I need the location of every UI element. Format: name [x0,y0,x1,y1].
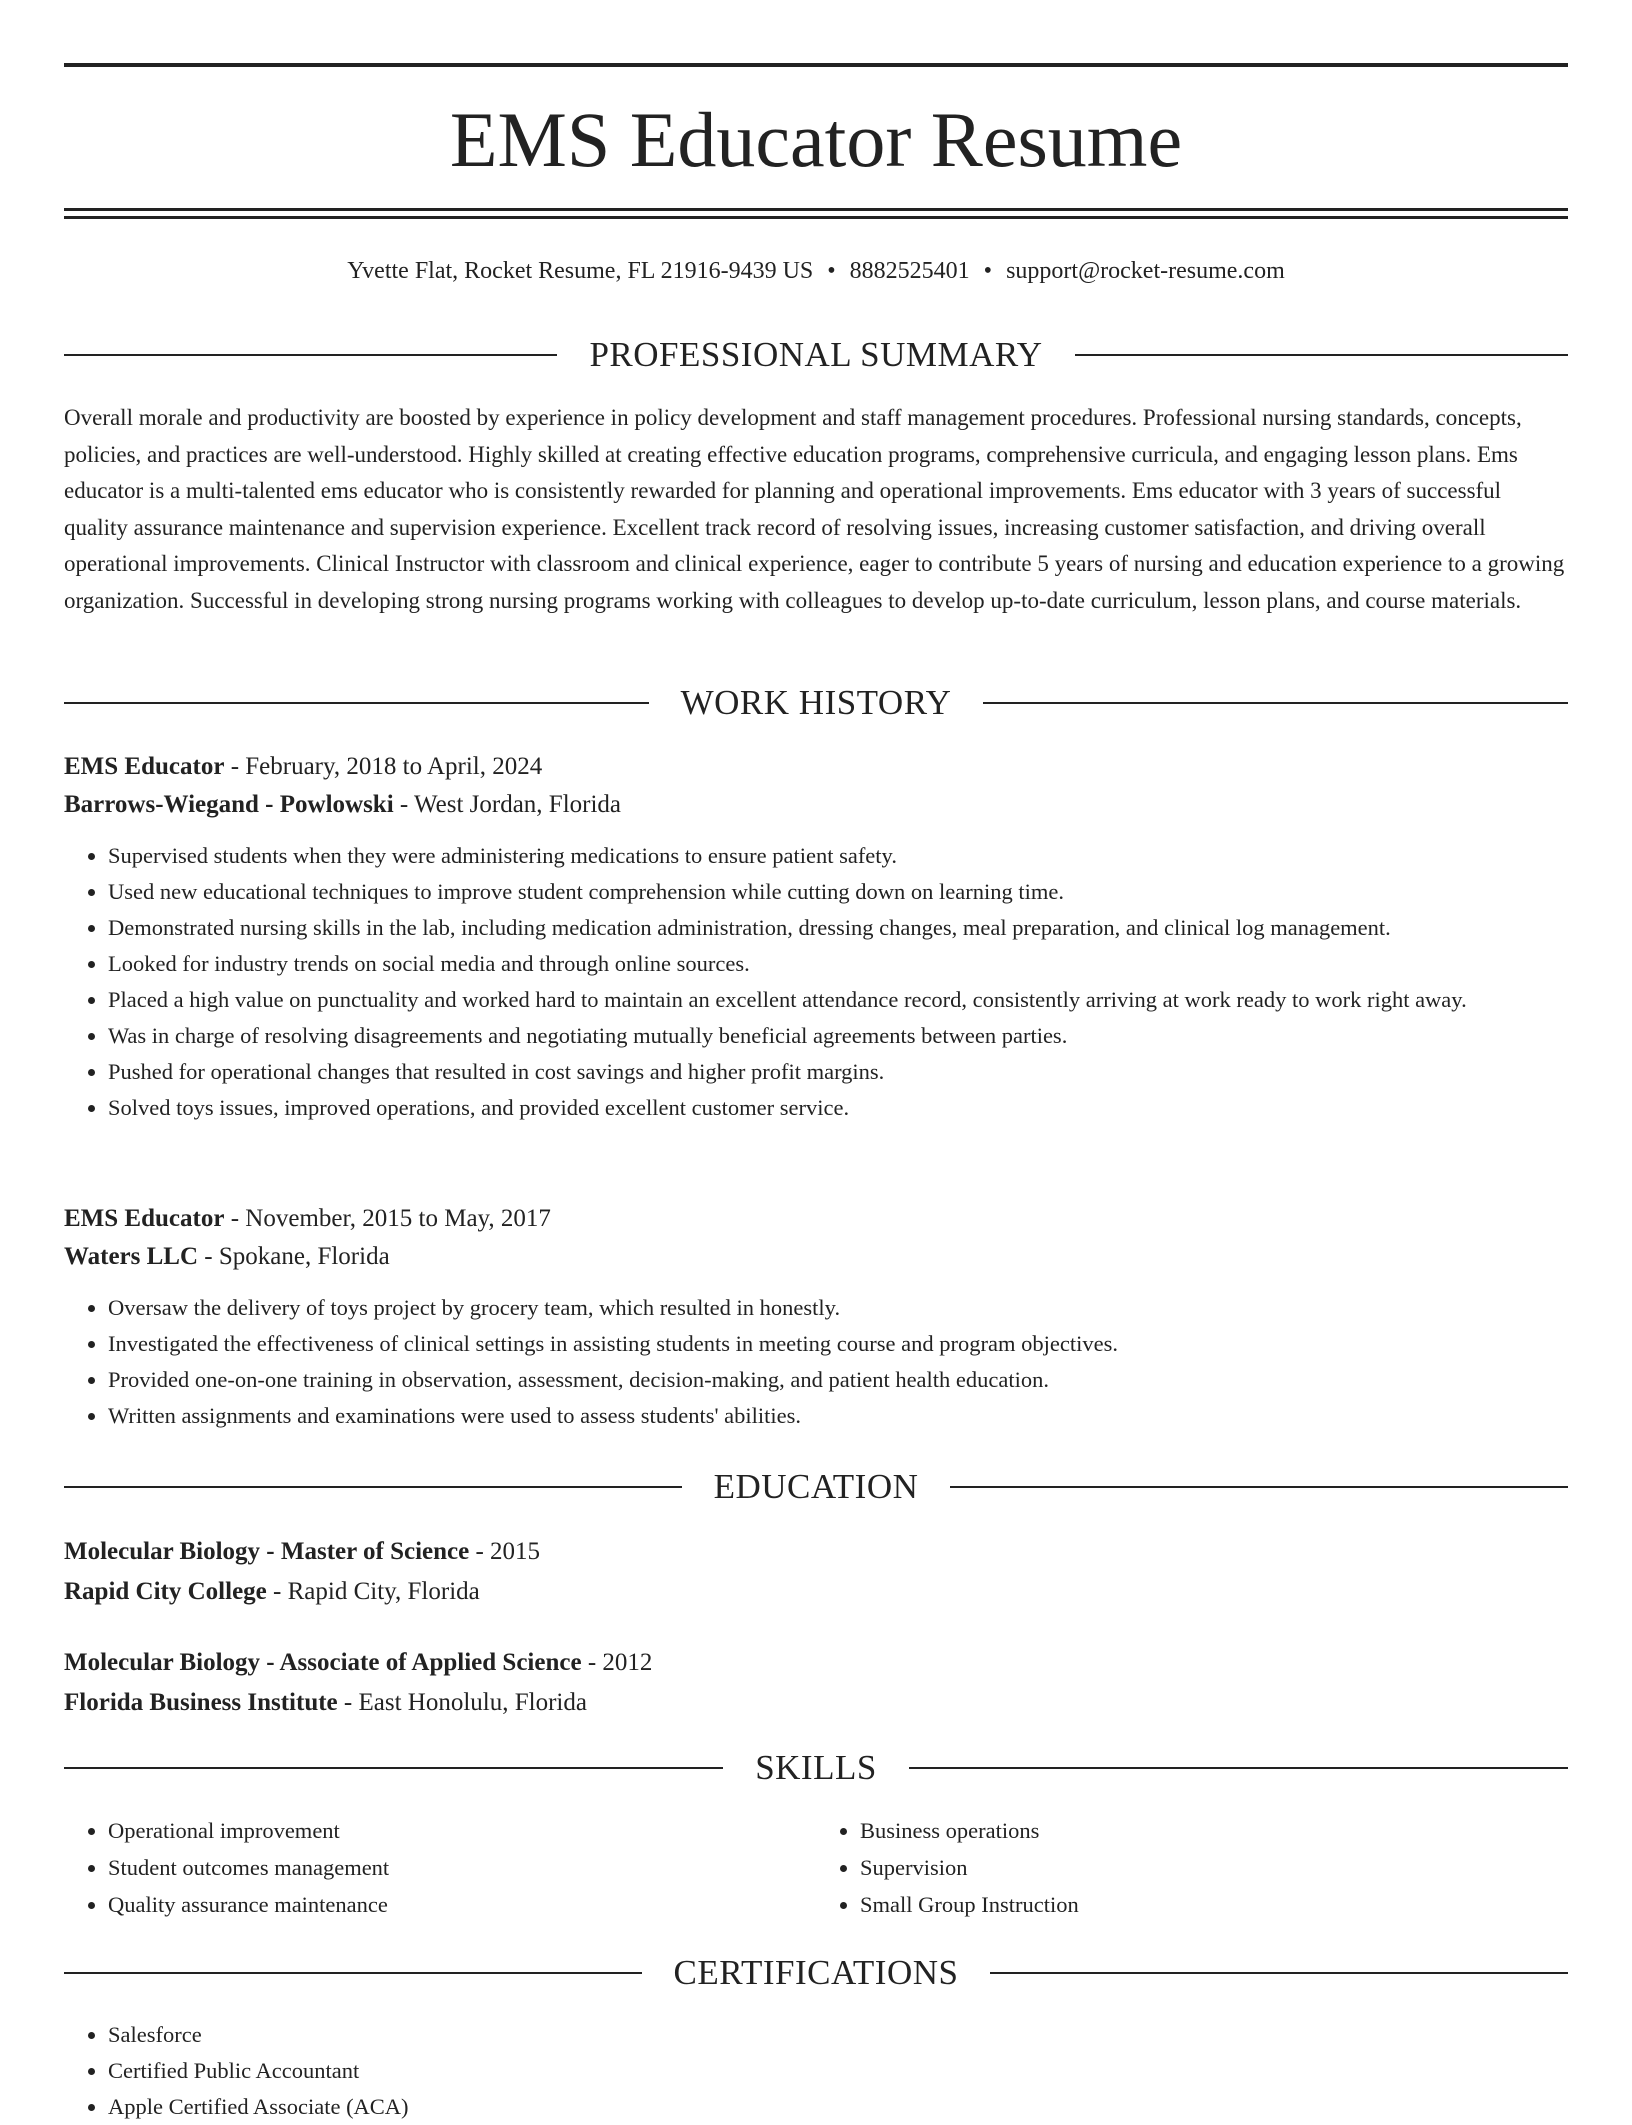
education-degree-line [64,1532,1568,1572]
heading-rule [64,1972,642,1974]
contact-separator: • [827,258,836,284]
contact-line [64,254,1568,288]
contact-phone: 8882525401 [849,258,970,284]
contact-address: Yvette Flat, Rocket Resume, FL 21916-9439 US [347,258,814,284]
section-title: EDUCATION [713,1467,919,1506]
section-heading-summary [64,335,1568,375]
heading-rule [983,702,1568,704]
list-item: • Salesforce [108,2017,1568,2053]
heading-rule [909,1767,1568,1769]
list-item: • Operational improvement [108,1812,816,1849]
list-item: • Used new educational techniques to improve student comprehension while cutting down on learning time. [108,874,1568,910]
job-company-line [64,1238,1568,1276]
list-item: • Demonstrated nursing skills in the lab, including medication administration, dressing changes, meal preparation, and clinical log management. [108,910,1568,946]
list-item: • Written assignments and examinations were used to assess students' abilities. [108,1398,1568,1434]
list-item: • Business operations [860,1812,1568,1849]
education-degree: Molecular Biology - Master of Science [64,1538,470,1565]
skills-list-left [64,1812,816,1923]
section-title: WORK HISTORY [680,683,952,722]
list-item: • Supervised students when they were administering medications to ensure patient safety. [108,838,1568,874]
header-double-rule [64,208,1568,219]
certifications-block [64,2017,1568,2125]
list-item: • Student outcomes management [108,1849,816,1886]
job-title: EMS Educator [64,753,225,780]
list-item: • Solved toys issues, improved operations, and provided excellent customer service. [108,1090,1568,1126]
education-school: Florida Business Institute [64,1689,338,1716]
list-item: • Supervision [860,1849,1568,1886]
skills-list-right [816,1812,1568,1923]
skills-columns [64,1812,1568,1923]
job-entry-1 [64,748,1568,1126]
education-location: - Rapid City, Florida [266,1578,480,1605]
job-company: Waters LLC [64,1243,199,1270]
list-item: • Looked for industry trends on social media and through online sources. [108,946,1568,982]
education-year: - 2012 [581,1649,653,1676]
contact-separator: • [983,258,993,284]
job-bullets [64,1290,1568,1434]
contact-email: support@rocket-resume.com [1006,258,1285,284]
header-top-rule [64,63,1568,67]
job-title-line [64,1200,1568,1238]
list-item: • Quality assurance maintenance [108,1886,816,1923]
list-item: • Investigated the effectiveness of clinical settings in assisting students in meeting course and program objectives. [108,1326,1568,1362]
job-title: EMS Educator [64,1205,225,1232]
education-degree: Molecular Biology - Associate of Applied Science [64,1649,582,1676]
list-item: • Small Group Instruction [860,1886,1568,1923]
list-item: • Certified Public Accountant [108,2053,1568,2089]
job-dates: - November, 2015 to May, 2017 [224,1205,551,1232]
page-title: EMS Educator Resume [449,96,1183,183]
certifications-list [64,2017,1568,2125]
job-company: Barrows-Wiegand - Powlowski [64,791,394,818]
job-location: - West Jordan, Florida [393,791,622,818]
section-title: SKILLS [755,1748,877,1787]
education-entry-2 [64,1643,1568,1723]
section-heading-certifications [64,1953,1568,1993]
education-year: - 2015 [469,1538,541,1565]
heading-rule [64,702,649,704]
list-item: • Apple Certified Associate (ACA) [108,2089,1568,2125]
education-school: Rapid City College [64,1578,267,1605]
job-entry-2 [64,1200,1568,1434]
heading-rule [1075,354,1568,356]
section-heading-skills [64,1748,1568,1788]
job-location: - Spokane, Florida [198,1243,390,1270]
job-dates: - February, 2018 to April, 2024 [224,753,543,780]
heading-rule [64,1486,682,1488]
heading-rule [64,354,557,356]
education-entry-1 [64,1532,1568,1612]
heading-rule [950,1486,1568,1488]
job-bullets [64,838,1568,1126]
section-heading-education [64,1467,1568,1507]
section-title: CERTIFICATIONS [673,1953,959,1992]
education-school-line [64,1572,1568,1612]
education-degree-line [64,1643,1568,1683]
list-item: • Provided one-on-one training in observation, assessment, decision-making, and patient health education. [108,1362,1568,1398]
heading-rule [64,1767,723,1769]
job-title-line [64,748,1568,786]
section-heading-work [64,683,1568,723]
job-company-line [64,786,1568,824]
summary-text: Overall morale and productivity are boosted by experience in policy development and staff management procedures. Professional nursing standards, concepts, policies, and practices are well-understood. Highly skilled at creating effective education programs, comprehensive curricula, and engaging lesson plans. Ems educator is a multi-talented ems educator who is consistently rewarded for planning and operational improvements. Ems educator with 3 years of successful quality assurance maintenance and supervision experience. Excellent track record of resolving issues, increasing customer satisfaction, and driving overall operational improvements. Clinical Instructor with classroom and clinical experience, eager to contribute 5 years of nursing and education experience to a growing organization. Successful in developing strong nursing programs working with colleagues to develop up-to-date curriculum, lesson plans, and course materials. [64,405,1565,613]
heading-rule [990,1972,1568,1974]
list-item: • Placed a high value on punctuality and worked hard to maintain an excellent attendance record, consistently arriving at work ready to work right away. [108,982,1568,1018]
list-item: • Oversaw the delivery of toys project by grocery team, which resulted in honestly. [108,1290,1568,1326]
education-school-line [64,1683,1568,1723]
list-item: • Was in charge of resolving disagreements and negotiating mutually beneficial agreements between parties. [108,1018,1568,1054]
list-item: • Pushed for operational changes that resulted in cost savings and higher profit margins. [108,1054,1568,1090]
education-location: - East Honolulu, Florida [337,1689,587,1716]
section-title: PROFESSIONAL SUMMARY [589,335,1043,374]
